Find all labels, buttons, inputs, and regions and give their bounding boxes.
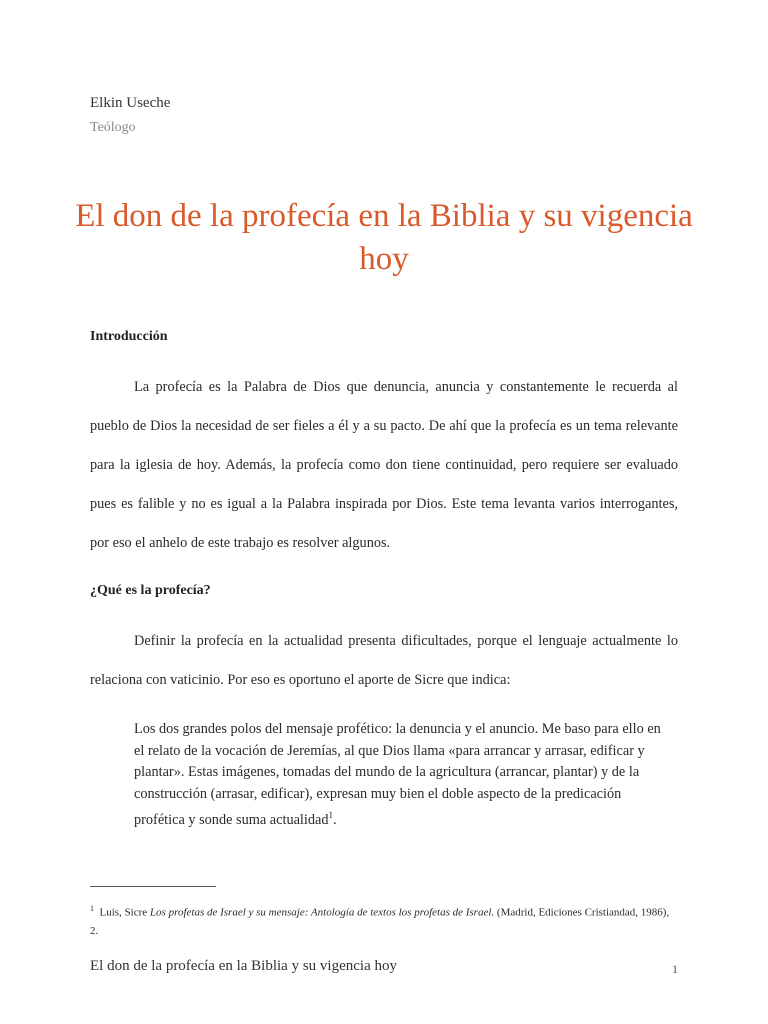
document-title: El don de la profecía en la Biblia y su vigencia hoy [75, 198, 693, 277]
author-role: Teólogo [90, 120, 136, 135]
footnote-details: (Madrid, Ediciones Cristiandad, 1986), 2. [90, 906, 670, 937]
quote-period: . [333, 811, 337, 828]
block-quote [134, 719, 670, 831]
footnote-number: 1 [90, 904, 94, 913]
footnote-reference[interactable]: 1 [328, 810, 334, 820]
paragraph-introduccion-text: La profecía es la Palabra de Dios que denuncia, anuncia y constantemente le recuerda al pueblo de Dios la necesidad de ser fieles a él y a su pacto. De ahí que la profecía es un tema relevante para la iglesia de hoy. Además, la profecía como don tiene continuidad, pero requiere ser evaluado pues es falible y no es igual a la Palabra inspirada por Dios. Este tema levanta varios interrogantes, por eso el anhelo de este trabajo es resolver algunos. [90, 379, 678, 551]
footnote-work: Los profetas de Israel y su mensaje: Antología de textos los profetas de Israel. [149, 906, 495, 919]
block-quote-text: Los dos grandes polos del mensaje profético: la denuncia y el anuncio. Me baso para ello en el relato de la vocación de Jeremías, al que Dios llama «para arrancar y arrasar, edificar y plantar». Estas imágenes, tomadas del mundo de la agricultura (arrancar, plantar) y de la construcción (arrasar, edificar), expresan muy bien el doble aspecto de la predicación profética y sonde suma actualidad [134, 721, 661, 828]
footnote-divider [90, 886, 216, 887]
section-heading-introduccion: Introducción [90, 329, 168, 344]
paragraph-introduccion [90, 368, 678, 563]
author-name: Elkin Useche [90, 95, 171, 111]
paragraph-que-es-la-profecia [90, 622, 678, 700]
footer-document-title: El don de la profecía en la Biblia y su vigencia hoy [90, 958, 397, 974]
footnote-author: Luis, Sicre [99, 906, 148, 919]
section-heading-que-es-la-profecia: ¿Qué es la profecía? [90, 583, 211, 598]
page-number: 1 [672, 962, 678, 976]
footnote [90, 900, 680, 940]
paragraph-que-es-text: Definir la profecía en la actualidad presenta dificultades, porque el lenguaje actualmente lo relaciona con vaticinio. Por eso es oportuno el aporte de Sicre que indica: [90, 633, 678, 688]
